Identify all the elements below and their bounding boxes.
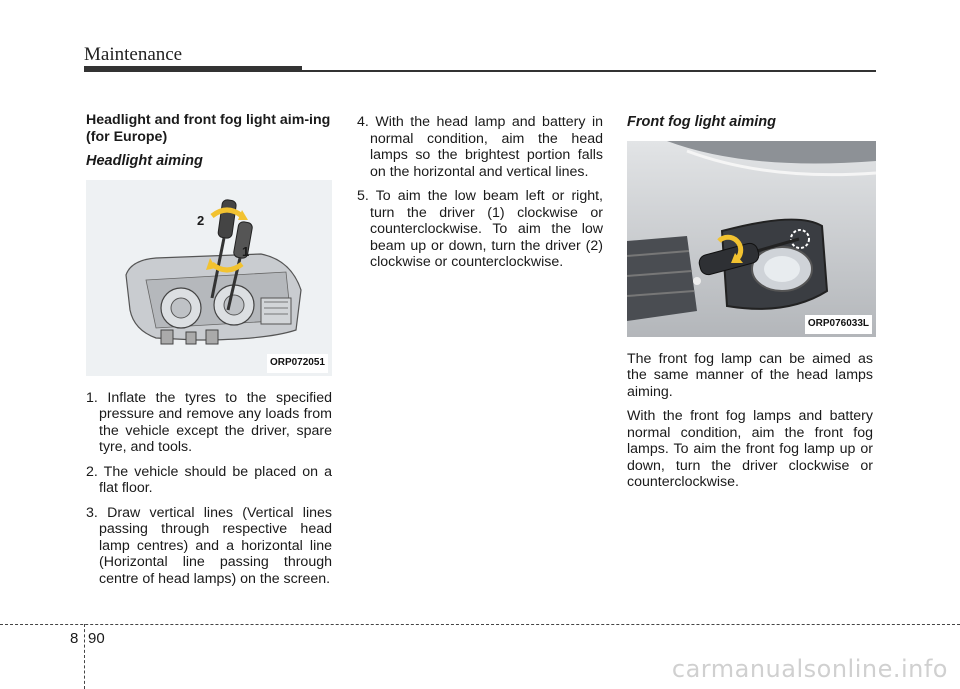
steps-list-middle	[357, 114, 603, 271]
steps-list-left	[86, 390, 332, 588]
header-title: Maintenance	[84, 44, 183, 65]
paragraph-fog-2: With the front fog lamps and battery normal condition, aim the front fog lamps. To aim the front fog lamp up or down, turn the driver clockwise or counterclockwise.	[627, 408, 873, 490]
step-4: 4. With the head lamp and battery in normal condition, aim the head lamps so the brightest portion falls on the horizontal and vertical lines.	[357, 114, 603, 180]
column-middle	[357, 114, 603, 279]
subsection-title-fog: Front fog light aiming	[627, 114, 777, 130]
figure-caption: ORP076033L	[805, 315, 872, 334]
step-3: 3. Draw vertical lines (Vertical lines passing through respective head lamp centres) and a horizontal line (Horizontal line passing through centre of head lamps) on the screen.	[86, 504, 332, 587]
figure-label-2: 2	[197, 212, 205, 228]
header-rule	[302, 70, 876, 72]
step-5: 5. To aim the low beam left or right, turn the driver (1) clockwise or counterclockwise. To aim the low beam up or down, turn the driver (2) clockwise or counterclockwise.	[357, 188, 603, 270]
column-right	[627, 114, 873, 499]
page-number: 90	[88, 630, 105, 647]
step-1: 1. Inflate the tyres to the specified pressure and remove any loads from the vehicle except the driver, spare tyre, and tools.	[86, 389, 332, 455]
column-left	[86, 112, 332, 595]
section-title: Headlight and front fog light aim-ing (for Europe)	[86, 112, 331, 145]
header-bar	[84, 66, 302, 72]
figure-caption: ORP072051	[267, 354, 328, 373]
fog-lamp-photo	[627, 141, 876, 337]
watermark: carmanualsonline.info	[671, 655, 948, 683]
footer-divider	[84, 624, 85, 689]
footer-rule	[0, 624, 960, 625]
step-2: 2. The vehicle should be placed on a flat floor.	[86, 463, 332, 496]
figure-label-1: 1	[242, 243, 250, 259]
chapter-number: 8	[70, 630, 79, 647]
paragraph-fog-1: The front fog lamp can be aimed as the same manner of the head lamps aiming.	[627, 350, 873, 400]
fog-light-aiming-figure	[627, 141, 876, 337]
headlight-aiming-figure	[86, 180, 332, 376]
subsection-title-headlight: Headlight aiming	[86, 153, 203, 169]
headlamp-illustration	[86, 180, 332, 376]
